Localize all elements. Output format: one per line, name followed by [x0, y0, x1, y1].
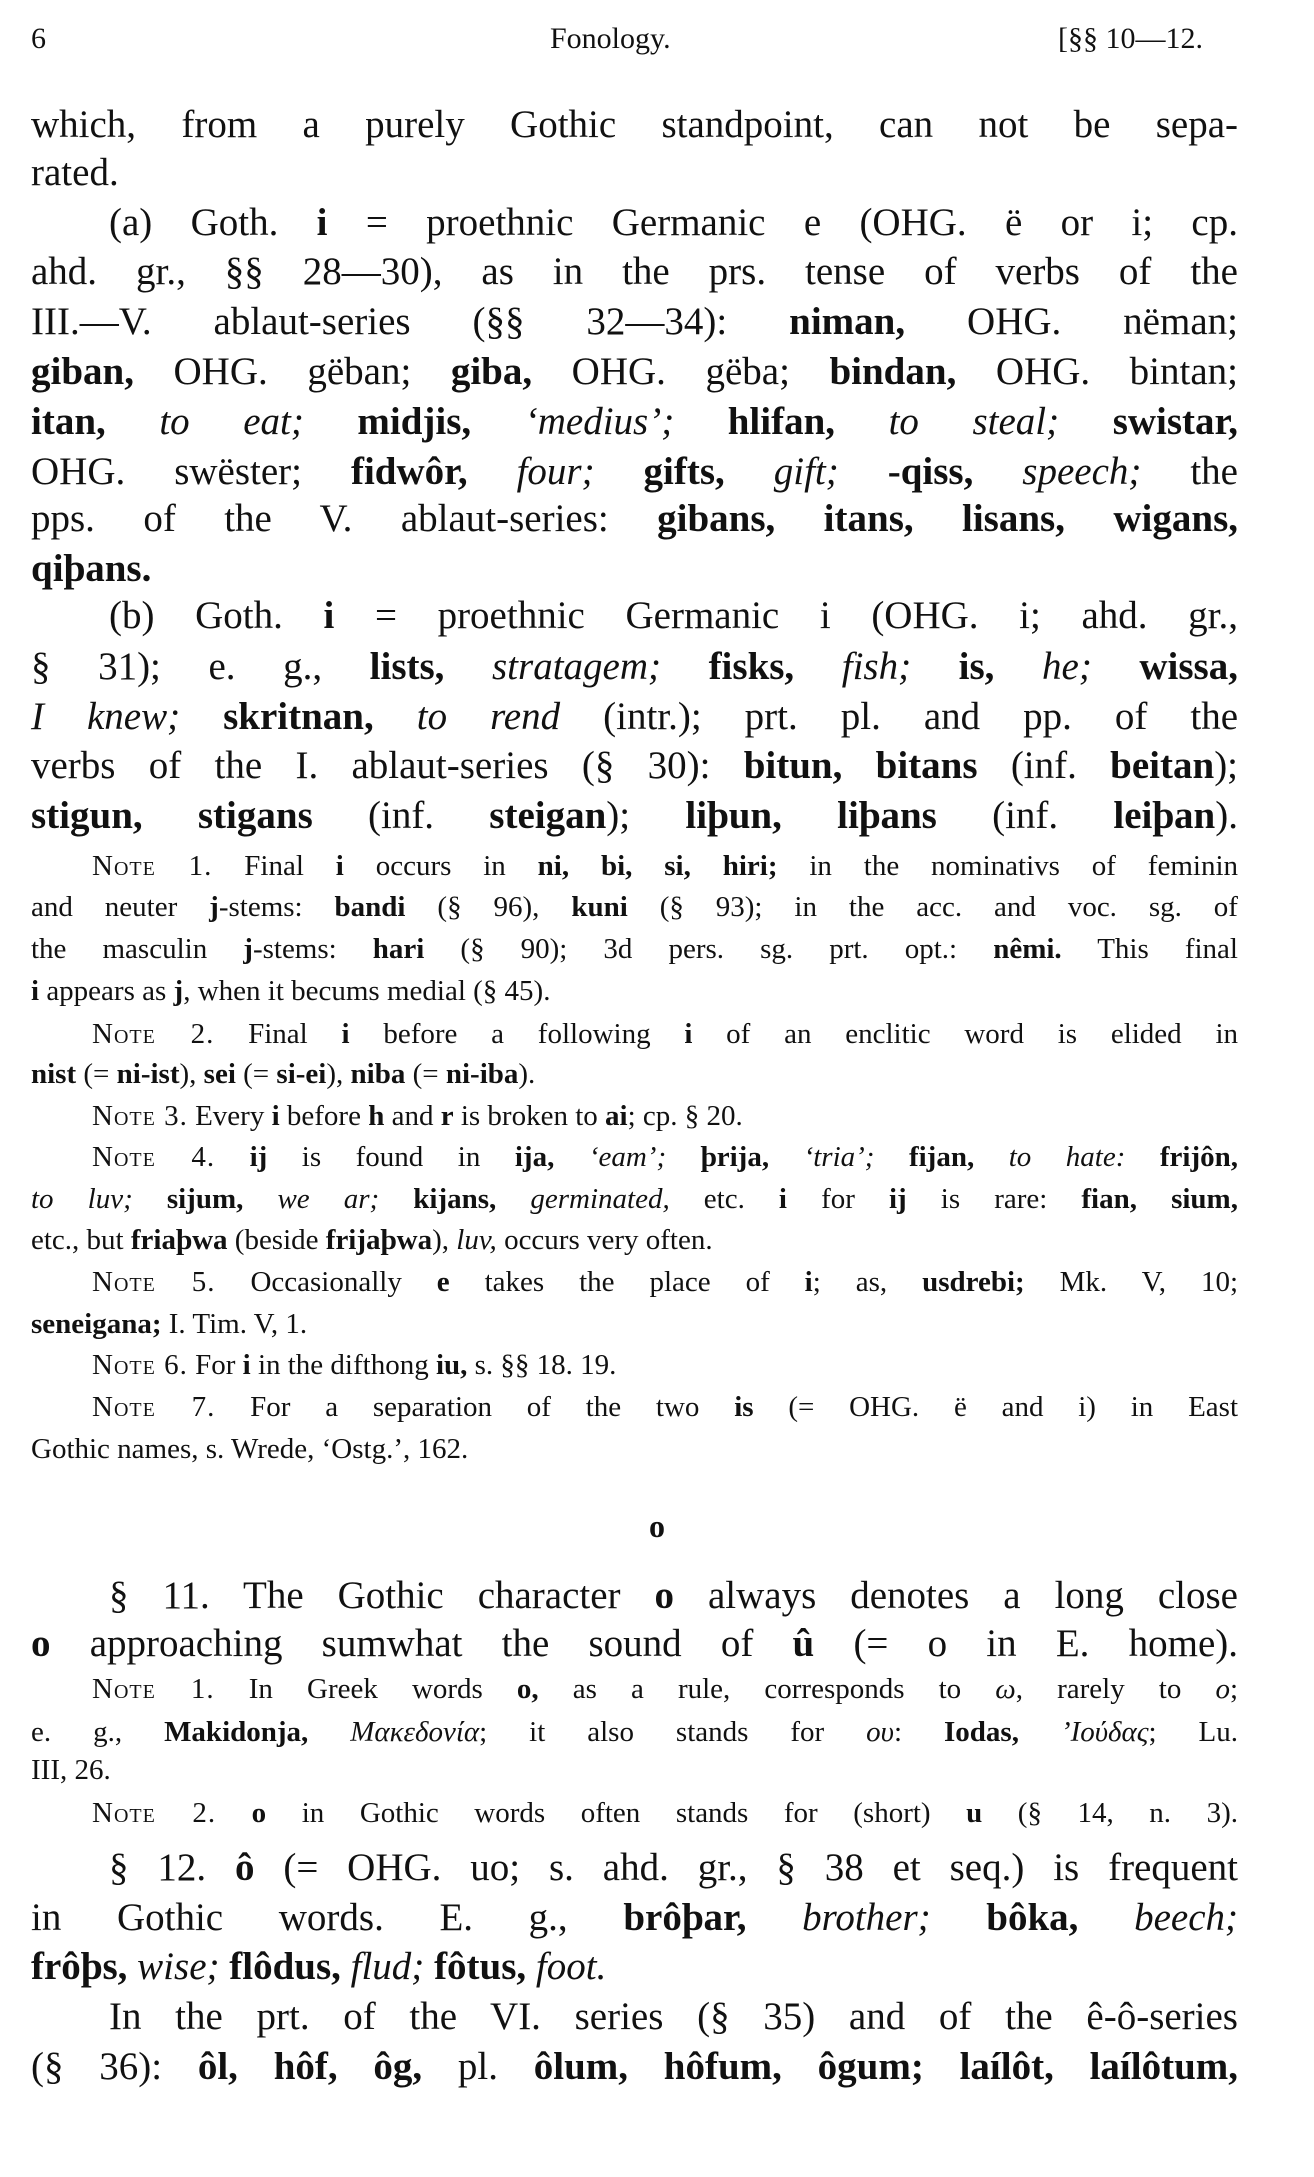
italic-gloss: luv,	[456, 1224, 497, 1257]
italic-gloss: four;	[467, 449, 644, 493]
bold-term: r	[440, 1099, 454, 1132]
text-run: Final	[212, 849, 336, 882]
text-line	[31, 449, 1238, 495]
bold-term: friaþwa	[130, 1224, 228, 1257]
bold-term: qiþans.	[31, 546, 152, 590]
text-line	[109, 1845, 1238, 1891]
bold-term: ôl, hôf, ôg,	[197, 2045, 423, 2089]
text-run: OHG. nëman;	[905, 299, 1238, 343]
italic-gloss: wise;	[127, 1945, 230, 1989]
bold-term: i	[778, 1182, 787, 1215]
text-run: (§ 36):	[31, 2045, 198, 2089]
text-run: takes the place of	[449, 1266, 805, 1299]
bold-term: seneigana;	[31, 1307, 162, 1340]
text-run: rated.	[31, 151, 119, 195]
text-run: Every	[187, 1099, 272, 1132]
text-run: (b) Goth.	[109, 594, 324, 638]
bold-term: brôþar,	[623, 1895, 747, 1939]
italic-gloss: to luv;	[31, 1182, 167, 1215]
bold-term: nist	[31, 1057, 77, 1090]
bold-term: Makidonja,	[164, 1715, 309, 1748]
bold-term: fôtus,	[434, 1945, 527, 1989]
text-line	[31, 299, 1238, 345]
text-run: OHG. bintan;	[956, 349, 1238, 393]
text-run: (= o in E. home).	[814, 1622, 1238, 1666]
bold-term: gibans, itans, lisans, wigans,	[657, 496, 1238, 540]
note-label: Note 5.	[92, 1266, 216, 1299]
text-run: for	[786, 1182, 889, 1215]
text-run: III.—V. ablaut-series (§§ 32—34):	[31, 299, 790, 343]
text-run	[216, 1797, 252, 1829]
bold-term: steigan	[489, 793, 607, 837]
bold-term: bôka,	[986, 1895, 1079, 1939]
text-run: For a separation of the two	[215, 1390, 735, 1423]
text-run: ; it also stands for	[479, 1715, 867, 1748]
text-run: ; as,	[812, 1266, 923, 1299]
text-run: as a rule, corresponds to	[538, 1672, 996, 1705]
text-line	[31, 931, 1238, 967]
bold-term: niba	[350, 1057, 406, 1090]
bold-term: -qiss,	[887, 449, 974, 493]
bold-term: j	[173, 974, 184, 1007]
text-run: );	[1214, 743, 1239, 787]
text-line	[31, 349, 1238, 395]
bold-term: i	[684, 1017, 693, 1050]
italic-gloss: speech;	[973, 449, 1142, 493]
text-run: the	[1141, 449, 1238, 493]
bold-term: i	[31, 974, 40, 1007]
text-line	[31, 1944, 1238, 1990]
text-run: (§ 90); 3d pers. sg. prt. opt.:	[424, 933, 994, 966]
text-run: approaching sumwhat the sound of	[50, 1622, 793, 1666]
text-run: always denotes a long close	[674, 1573, 1238, 1617]
italic-gloss: he;	[994, 645, 1140, 689]
bold-term: beitan	[1110, 743, 1215, 787]
text-run: (=	[235, 1057, 277, 1090]
bold-term: swistar,	[1112, 399, 1239, 443]
bold-term: ni, bi, si, hiri;	[537, 849, 778, 882]
text-run: § 12.	[109, 1845, 235, 1889]
bold-term: i	[316, 201, 328, 245]
bold-term: hari	[372, 933, 425, 966]
text-run: , when it becums medial (§ 45).	[183, 974, 551, 1007]
italic-gloss: to eat;	[105, 399, 358, 443]
text-run: of an enclitic word is elided in	[692, 1017, 1239, 1050]
italic-gloss: to rend	[373, 695, 561, 739]
bold-term: kijans,	[413, 1182, 497, 1215]
text-run: -stems:	[218, 891, 335, 924]
bold-term: midjis,	[357, 399, 472, 443]
italic-gloss: flud;	[340, 1945, 435, 1989]
bold-term: i	[323, 594, 335, 638]
note-label: Note 2.	[92, 1797, 217, 1830]
bold-term: þrija,	[700, 1141, 770, 1174]
bold-term: bindan,	[829, 349, 957, 393]
bold-term: Iodas,	[944, 1715, 1019, 1748]
bold-term: frôþs,	[31, 1945, 128, 1989]
italic-gloss: Μακεδονία	[308, 1715, 480, 1748]
text-run: verbs of the I. ablaut-series (§ 30):	[31, 743, 744, 787]
bold-term: leiþan	[1113, 793, 1216, 837]
text-line	[31, 2044, 1238, 2090]
text-run: III, 26.	[31, 1754, 111, 1787]
text-line	[92, 1098, 1238, 1134]
text-line	[31, 546, 1238, 592]
italic-gloss: gift;	[724, 449, 888, 493]
bold-term: hlifan,	[727, 399, 836, 443]
bold-term: ij	[249, 1141, 268, 1174]
bold-term: frijaþwa	[325, 1224, 433, 1257]
text-run: (=	[76, 1057, 117, 1090]
text-run: ; cp. § 20.	[627, 1099, 743, 1132]
italic-gloss: we ar;	[243, 1182, 414, 1215]
text-run: and neuter	[31, 891, 210, 924]
text-run: etc.	[669, 1182, 779, 1215]
bold-term: si-ei	[276, 1057, 327, 1090]
text-run: which, from a purely Gothic standpoint, can not be sepa-	[31, 102, 1238, 146]
italic-gloss: ‘tria’;	[769, 1141, 909, 1174]
bold-term: fidwôr,	[350, 449, 468, 493]
bold-term: ni-ist	[116, 1057, 180, 1090]
bold-term: e	[436, 1266, 450, 1299]
italic-gloss: germinated,	[496, 1182, 670, 1215]
italic-gloss: stratagem;	[444, 645, 709, 689]
text-line	[31, 249, 1238, 295]
bold-term: i	[242, 1349, 251, 1382]
note-label: Note 4.	[92, 1141, 216, 1174]
italic-gloss: to steal;	[835, 399, 1113, 443]
text-run: (= OHG. uo; s. ahd. gr., § 38 et seq.) is frequent	[254, 1845, 1239, 1889]
bold-term: fisks,	[708, 645, 795, 689]
text-run: is rare:	[906, 1182, 1082, 1215]
bold-term: giban,	[31, 349, 134, 393]
text-run: s. §§ 18. 19.	[467, 1349, 617, 1382]
text-line	[109, 593, 1238, 639]
text-run: (§ 93); in the acc. and voc. sg. of	[627, 891, 1238, 924]
text-run: -stems:	[252, 933, 373, 966]
text-line	[92, 1347, 1238, 1383]
bold-term: fian, sium,	[1081, 1182, 1238, 1215]
italic-gloss: ο	[1215, 1672, 1230, 1705]
bold-term: ija,	[514, 1141, 555, 1174]
text-run: , rarely to	[1015, 1672, 1216, 1705]
bold-term: ô	[234, 1845, 255, 1889]
text-line	[31, 694, 1238, 740]
italic-gloss: beech;	[1078, 1895, 1238, 1939]
italic-gloss: brother;	[746, 1895, 987, 1939]
text-run: Final	[214, 1017, 342, 1050]
bold-term: ni-iba	[445, 1057, 519, 1090]
text-run: ),	[179, 1057, 204, 1090]
text-run: );	[606, 793, 686, 837]
text-run: This final	[1061, 933, 1238, 966]
text-line	[109, 200, 1238, 246]
note-label: Note 1.	[92, 1672, 215, 1705]
text-line	[31, 1181, 1238, 1217]
bold-term: i	[341, 1017, 350, 1050]
bold-term: lists,	[369, 645, 445, 689]
bold-term: is	[734, 1390, 754, 1423]
text-run: In the prt. of the VI. series (§ 35) and of the ê-ô-series	[109, 1995, 1238, 2039]
section-heading-o: o	[649, 1508, 665, 1544]
text-run: ),	[432, 1224, 457, 1257]
text-run	[215, 1141, 250, 1173]
text-run: (§ 96),	[405, 891, 572, 924]
running-title: Fonology.	[550, 22, 671, 55]
text-run: Occasionally	[215, 1266, 437, 1299]
italic-gloss: ‘medius’;	[471, 399, 728, 443]
text-run: ),	[326, 1057, 351, 1090]
text-run: (=	[405, 1057, 446, 1090]
note-label: Note 7.	[92, 1390, 216, 1423]
text-run: in the difthong	[250, 1349, 436, 1382]
text-line	[31, 644, 1238, 690]
text-line	[31, 1306, 1238, 1342]
text-run: :	[893, 1715, 944, 1748]
text-line	[31, 496, 1238, 542]
text-line	[31, 1895, 1238, 1941]
text-run: before a following	[349, 1017, 685, 1050]
text-run: appears as	[39, 974, 174, 1007]
italic-gloss: ’Ιούδας	[1018, 1715, 1149, 1748]
text-run: (inf.	[936, 793, 1114, 837]
text-run: (inf.	[977, 743, 1111, 787]
bold-term: stigun, stigans	[31, 793, 313, 837]
text-run: before	[279, 1099, 369, 1132]
text-line	[109, 1994, 1238, 2040]
italic-gloss: ου	[866, 1715, 894, 1748]
bold-term: is,	[958, 645, 995, 689]
page-number: 6	[31, 22, 46, 55]
bold-term: h	[368, 1099, 385, 1132]
bold-term: itan,	[31, 399, 106, 443]
note-label: Note 2.	[92, 1017, 215, 1050]
text-line	[92, 1264, 1238, 1300]
text-line	[92, 1671, 1238, 1707]
text-run: is broken to	[453, 1099, 606, 1132]
text-line	[109, 1573, 1238, 1619]
italic-gloss: I knew;	[31, 695, 224, 739]
note-label: Note 1.	[92, 849, 213, 882]
text-run: OHG. gëban;	[133, 349, 451, 393]
text-run: pps. of the V. ablaut-series:	[31, 496, 658, 540]
text-run: in Gothic words often stands for (short)	[266, 1797, 967, 1830]
bold-term: wissa,	[1139, 645, 1238, 689]
text-run: occurs in	[343, 849, 538, 882]
text-run: ).	[1215, 793, 1239, 837]
bold-term: giba,	[450, 349, 533, 393]
bold-term: usdrebi;	[922, 1266, 1025, 1299]
bold-term: i	[335, 849, 344, 882]
text-run: ).	[518, 1057, 536, 1090]
bold-term: o,	[516, 1672, 539, 1705]
text-line	[31, 150, 1238, 196]
bold-term: j	[243, 933, 253, 966]
bold-term: niman,	[789, 299, 906, 343]
text-run: ahd. gr., §§ 28—30), as in the prs. tense of verbs of the	[31, 249, 1238, 293]
text-line	[31, 1752, 1238, 1788]
text-line	[92, 1016, 1238, 1052]
text-run: in the nominativs of feminin	[777, 849, 1238, 882]
bold-term: bitun, bitans	[743, 743, 978, 787]
italic-gloss: ‘eam’;	[554, 1141, 701, 1174]
text-run: Mk. V, 10;	[1024, 1266, 1239, 1299]
text-run: = proethnic Germanic e (OHG. ë or i; cp.	[327, 201, 1238, 245]
bold-term: frijôn,	[1159, 1141, 1238, 1174]
text-line	[31, 793, 1238, 839]
italic-gloss: to hate:	[974, 1141, 1160, 1174]
text-run: (a) Goth.	[109, 201, 317, 245]
bold-term: kuni	[571, 891, 628, 924]
text-run: etc., but	[31, 1224, 131, 1257]
bold-term: o	[654, 1573, 675, 1617]
text-line	[31, 1714, 1238, 1750]
bold-term: bandi	[334, 891, 406, 924]
note-label: Note 3.	[92, 1099, 188, 1132]
bold-term: ôlum, hôfum, ôgum; laílôt, laílôtum,	[533, 2045, 1239, 2089]
bold-term: skritnan,	[223, 695, 374, 739]
text-line	[92, 1389, 1238, 1425]
text-run: the masculin	[31, 933, 244, 966]
text-run: I. Tim. V, 1.	[161, 1307, 308, 1340]
bold-term: o	[251, 1797, 267, 1830]
text-run: and	[384, 1099, 441, 1132]
text-run: In Greek words	[214, 1672, 517, 1705]
text-run: § 11. The Gothic character	[109, 1573, 655, 1617]
text-line	[31, 399, 1238, 445]
bold-term: i	[271, 1099, 280, 1132]
bold-term: sei	[203, 1057, 236, 1090]
bold-term: û	[792, 1622, 815, 1666]
text-line	[92, 1795, 1238, 1831]
text-run: Gothic names, s. Wrede, ‘Ostg.’, 162.	[31, 1432, 469, 1465]
text-run: in Gothic words. E. g.,	[31, 1895, 624, 1939]
text-line	[31, 102, 1238, 148]
text-line	[31, 1056, 1238, 1092]
text-line	[31, 1621, 1238, 1667]
text-run: (= OHG. ë and i) in East	[753, 1390, 1238, 1423]
text-run: § 31); e. g.,	[31, 645, 370, 689]
bold-term: j	[209, 891, 219, 924]
bold-term: ij	[888, 1182, 907, 1215]
text-line	[31, 1431, 1238, 1467]
section-range: [§§ 10—12.	[1058, 22, 1203, 55]
text-run: (beside	[227, 1224, 326, 1257]
italic-gloss: ω	[995, 1672, 1016, 1705]
italic-gloss: foot.	[526, 1945, 607, 1989]
text-run: (inf.	[312, 793, 490, 837]
text-run: OHG. swëster;	[31, 449, 351, 493]
text-run: (intr.); prt. pl. and pp. of the	[560, 695, 1239, 739]
text-line	[31, 889, 1238, 925]
text-run: = proethnic Germanic i (OHG. i; ahd. gr.,	[334, 594, 1238, 638]
text-run: pl.	[422, 2045, 534, 2089]
bold-term: flôdus,	[229, 1945, 341, 1989]
note-label: Note 6.	[92, 1349, 188, 1382]
text-run: e. g.,	[31, 1715, 165, 1748]
text-run: occurs very often.	[496, 1224, 713, 1257]
text-run: ;	[1229, 1672, 1239, 1705]
text-run: (§ 14, n. 3).	[982, 1797, 1238, 1830]
text-run: ; Lu.	[1148, 1715, 1239, 1748]
bold-term: nêmi.	[993, 933, 1062, 966]
bold-term: sijum,	[166, 1182, 244, 1215]
text-run: is found in	[267, 1141, 515, 1174]
bold-term: gifts,	[643, 449, 725, 493]
bold-term: i	[804, 1266, 813, 1299]
bold-term: fijan,	[908, 1141, 975, 1174]
text-line	[92, 1139, 1238, 1175]
text-line	[31, 1222, 1238, 1258]
text-run: For	[187, 1349, 243, 1382]
bold-term: u	[966, 1797, 983, 1830]
text-line	[31, 973, 1238, 1009]
text-run: OHG. gëba;	[532, 349, 830, 393]
bold-term: ai	[605, 1099, 628, 1132]
bold-term: liþun, liþans	[685, 793, 937, 837]
bold-term: o	[31, 1622, 51, 1666]
bold-term: iu,	[435, 1349, 468, 1382]
italic-gloss: fish;	[794, 645, 959, 689]
text-line	[92, 848, 1238, 884]
text-line	[31, 743, 1238, 789]
